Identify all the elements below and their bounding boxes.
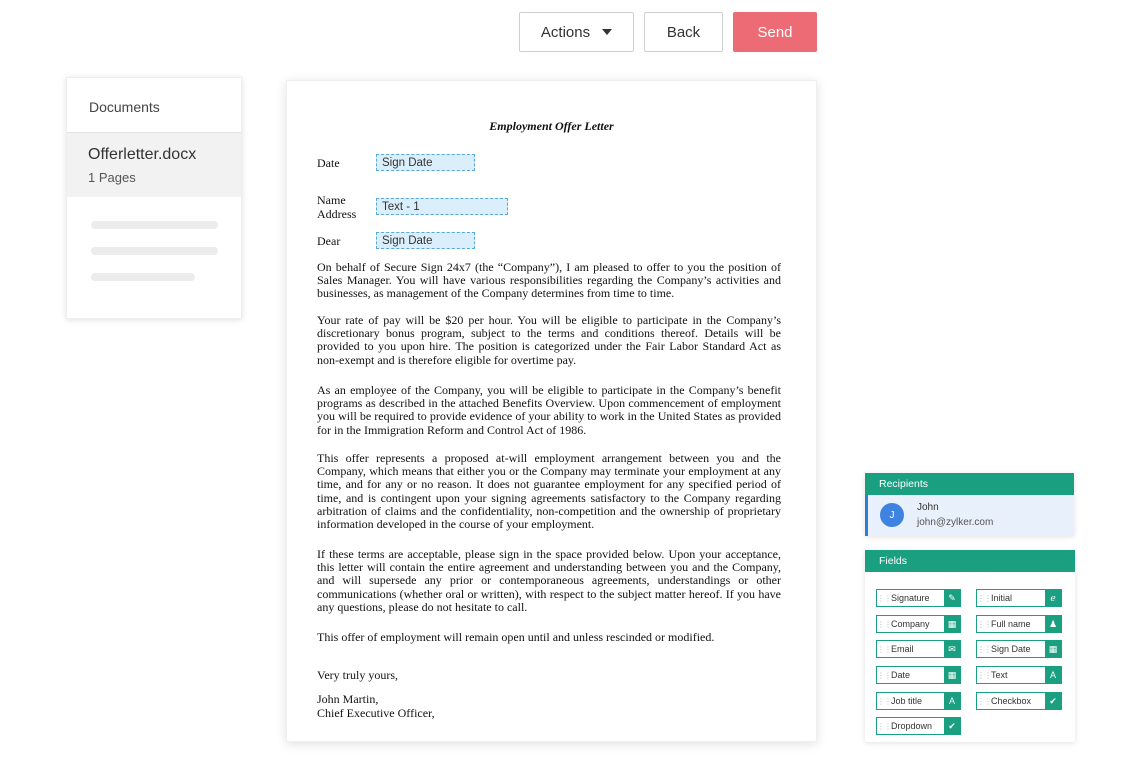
drag-handle-icon: ⋮⋮ <box>977 619 991 629</box>
job-title-field-button[interactable] <box>876 692 961 710</box>
drag-handle-icon: ⋮⋮ <box>877 721 891 731</box>
date-label: Date <box>317 156 340 170</box>
paragraph: If these terms are acceptable, please sign in the space provided below. Upon your acceptance, this letter will contain the entire agreement and understanding between you and the Company, and will supersede any prior or contemporaneous agreements, understandings or other communications (whether oral or written), with respect to the subject matter hereof. If you have any questions, please do not hesitate to call. <box>317 547 781 614</box>
drag-handle-icon: ⋮⋮ <box>877 593 891 603</box>
recipients-panel <box>865 473 1074 536</box>
field-label: Full name <box>991 619 1031 629</box>
field-label: Text <box>991 670 1008 680</box>
fields-heading: Fields <box>865 550 1075 572</box>
dear-label: Dear <box>317 234 341 248</box>
placeholder-line <box>91 221 218 229</box>
signer-title: Chief Executive Officer, <box>317 706 435 720</box>
field-label: Checkbox <box>991 696 1032 706</box>
sign-date-field[interactable]: Sign Date <box>376 154 475 171</box>
dropdown-field-button[interactable] <box>876 717 961 735</box>
envelope-icon: ✉ <box>944 641 960 657</box>
initial-icon: ℯ <box>1045 590 1061 606</box>
document-page <box>286 80 817 742</box>
recipient-email: john@zylker.com <box>917 517 994 528</box>
avatar: J <box>880 503 904 527</box>
drag-handle-icon: ⋮⋮ <box>877 619 891 629</box>
document-list-item[interactable] <box>67 133 241 197</box>
checkbox-icon: ✔ <box>1045 693 1061 709</box>
placeholder-line <box>91 247 218 255</box>
pen-icon: ✎ <box>944 590 960 606</box>
fields-panel <box>865 550 1075 742</box>
drag-handle-icon: ⋮⋮ <box>977 670 991 680</box>
recipient-name: John <box>917 502 939 513</box>
field-label: Email <box>891 644 914 654</box>
company-field-button[interactable] <box>876 615 961 633</box>
paragraph: Your rate of pay will be $20 per hour. You will be eligible to participate in the Company’s discretionary bonus program, subject to the terms and conditions thereof. Details will be provided to you upon hire. The position is categorized under the Fair Labor Standard Act as non-exempt and is therefore eligible for overtime pay. <box>317 313 781 367</box>
document-name: Offerletter.docx <box>88 146 197 163</box>
field-label: Company <box>891 619 930 629</box>
signer-name: John Martin, <box>317 692 379 706</box>
drag-handle-icon: ⋮⋮ <box>877 644 891 654</box>
calendar-icon: ▦ <box>1045 641 1061 657</box>
field-label: Initial <box>991 593 1013 603</box>
caret-down-icon <box>602 29 612 35</box>
text-icon: A <box>944 693 960 709</box>
drag-handle-icon: ⋮⋮ <box>877 696 891 706</box>
person-icon: ♟ <box>1045 616 1061 632</box>
field-label: Date <box>891 670 911 680</box>
email-field-button[interactable] <box>876 640 961 658</box>
checkbox-icon: ✔ <box>944 718 960 734</box>
full-name-field-button[interactable] <box>976 615 1062 633</box>
text-icon: A <box>1045 667 1061 683</box>
address-label: Address <box>317 207 357 221</box>
paragraph: As an employee of the Company, you will be eligible to participate in the Company’s benefit programs as described in the attached Benefits Overview. Upon commencement of employment you will be required to provide evidence of your ability to work in the United States as provided for in the Immigration Reform and Control Act of 1986. <box>317 383 781 437</box>
actions-label: Actions <box>540 23 591 41</box>
document-page-count: 1 Pages <box>88 170 136 185</box>
field-label: Job title <box>891 696 923 706</box>
documents-heading: Documents <box>67 78 241 133</box>
documents-panel <box>66 77 242 319</box>
placeholder-line <box>91 273 195 281</box>
text-field-button[interactable] <box>976 666 1062 684</box>
closing-text: Very truly yours, <box>317 668 398 682</box>
building-icon: ▦ <box>944 616 960 632</box>
send-button[interactable]: Send <box>733 12 817 52</box>
name-label: Name <box>317 193 346 207</box>
actions-button[interactable] <box>519 12 634 52</box>
recipients-heading: Recipients <box>865 473 1074 495</box>
field-label: Sign Date <box>991 644 1031 654</box>
sign-date-field-button[interactable] <box>976 640 1062 658</box>
sign-date-field[interactable]: Sign Date <box>376 232 475 249</box>
drag-handle-icon: ⋮⋮ <box>977 593 991 603</box>
initial-field-button[interactable] <box>976 589 1062 607</box>
document-title: Employment Offer Letter <box>489 119 614 133</box>
field-label: Signature <box>891 593 930 603</box>
field-label: Dropdown <box>891 721 933 731</box>
back-button[interactable]: Back <box>644 12 723 52</box>
drag-handle-icon: ⋮⋮ <box>977 644 991 654</box>
checkbox-field-button[interactable] <box>976 692 1062 710</box>
date-field-button[interactable] <box>876 666 961 684</box>
text-field[interactable]: Text - 1 <box>376 198 508 215</box>
drag-handle-icon: ⋮⋮ <box>977 696 991 706</box>
signature-field-button[interactable] <box>876 589 961 607</box>
paragraph: This offer of employment will remain open until and unless rescinded or modified. <box>317 630 715 644</box>
drag-handle-icon: ⋮⋮ <box>877 670 891 680</box>
paragraph: This offer represents a proposed at-will employment arrangement between you and the Company, which means that either you or the Company may terminate your employment at any time, and for any or no reason. It does not guarantee employment for any specified period of time, and is contingent upon your signing agreements satisfactory to the Company regarding arbitration of claims and the confidentiality, non-competition and the ownership of proprietary information developed in the course of your employment. <box>317 451 781 532</box>
recipient-item[interactable] <box>865 495 1074 536</box>
paragraph: On behalf of Secure Sign 24x7 (the “Company”), I am pleased to offer to you the position of Sales Manager. You will have various responsibilities regarding the Company’s activities and businesses, as management of the Company determines from time to time. <box>317 260 781 301</box>
calendar-icon: ▦ <box>944 667 960 683</box>
